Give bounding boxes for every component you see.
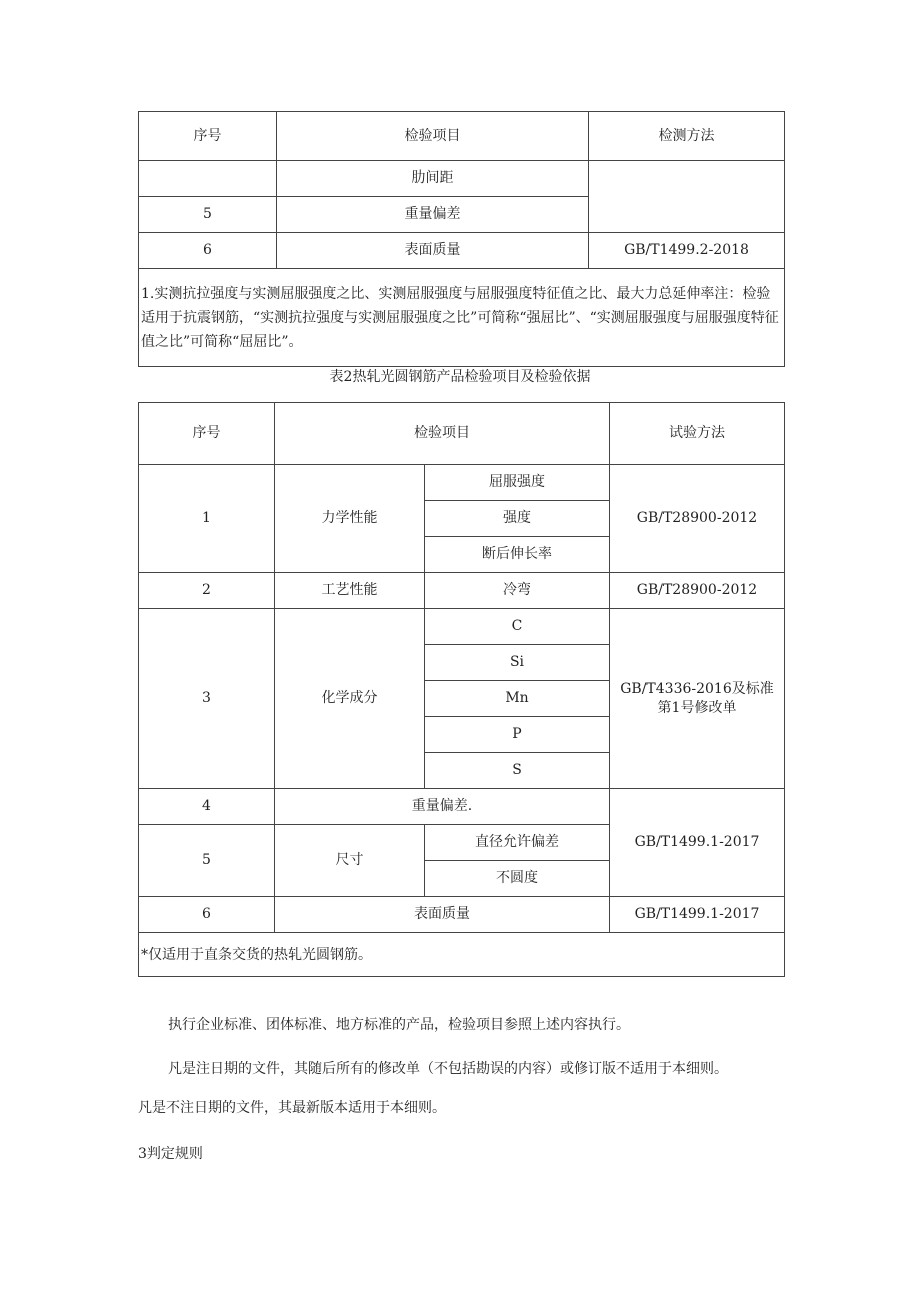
- row-number: 4: [139, 789, 275, 825]
- row-item: 表面质量: [275, 897, 610, 933]
- row-sub-item: 不圆度: [425, 861, 610, 897]
- row-sub-item: 强度: [425, 501, 610, 537]
- row-category: 工艺性能: [275, 573, 425, 609]
- header-cell: 检验项目: [275, 403, 610, 465]
- table-row: [139, 609, 785, 645]
- table-row: [139, 465, 785, 501]
- row-sub-item: P: [425, 717, 610, 753]
- row-sub-item: 直径允许偏差: [425, 825, 610, 861]
- table-1: [138, 111, 785, 367]
- row-method: GB/T1499.1-2017: [610, 789, 785, 897]
- table-row: [139, 161, 785, 197]
- row-item: 重量偏差.: [275, 789, 610, 825]
- row-category: 化学成分: [275, 609, 425, 789]
- table-2-note: *仅适用于直条交货的热轧光圆钢筋。: [139, 933, 785, 977]
- row-number: 2: [139, 573, 275, 609]
- header-cell: 序号: [139, 403, 275, 465]
- row-method: [589, 161, 785, 233]
- row-sub-item: Mn: [425, 681, 610, 717]
- table-row: [139, 233, 785, 269]
- row-sub-item: 断后伸长率: [425, 537, 610, 573]
- row-item: 肋间距: [277, 161, 589, 197]
- table-row: [139, 897, 785, 933]
- row-category: 力学性能: [275, 465, 425, 573]
- row-sub-item: C: [425, 609, 610, 645]
- row-number: 1: [139, 465, 275, 573]
- row-item: 重量偏差: [277, 197, 589, 233]
- paragraph-1: 执行企业标准、团体标准、地方标准的产品，检验项目参照上述内容执行。: [168, 1017, 630, 1033]
- row-sub-item: 屈服强度: [425, 465, 610, 501]
- paragraph-2: 凡是注日期的文件，其随后所有的修改单（不包括勘误的内容）或修订版不适用于本细则。: [168, 1061, 728, 1077]
- row-sub-item: S: [425, 753, 610, 789]
- table-row: [139, 789, 785, 825]
- row-method: GB/T28900-2012: [610, 573, 785, 609]
- table-2-caption: 表2热轧光圆钢筋产品检验项目及检验依据: [329, 369, 591, 385]
- header-cell: 检验项目: [277, 112, 589, 161]
- row-item: 表面质量: [277, 233, 589, 269]
- table-note-row: [139, 269, 785, 367]
- row-number: 3: [139, 609, 275, 789]
- row-number: 6: [139, 233, 277, 269]
- row-number: 5: [139, 825, 275, 897]
- row-category: 尺寸: [275, 825, 425, 897]
- row-sub-item: 冷弯: [425, 573, 610, 609]
- table-2: [138, 402, 785, 977]
- row-method: GB/T28900-2012: [610, 465, 785, 573]
- row-number: [139, 161, 277, 197]
- table-1-note: 1.实测抗拉强度与实测屈服强度之比、实测屈服强度与屈服强度特征值之比、最大力总延伸率注：检验适用于抗震钢筋，“实测抗拉强度与实测屈服强度之比”可简称“强屈比”、“实测屈服强度与屈服强度特征值之比”可简称“屈屈比”。: [139, 269, 785, 367]
- row-method: GB/T1499.2-2018: [589, 233, 785, 269]
- header-cell: 检测方法: [589, 112, 785, 161]
- table-1-header-row: [139, 112, 785, 161]
- header-cell: 试验方法: [610, 403, 785, 465]
- table-row: [139, 573, 785, 609]
- row-sub-item: Si: [425, 645, 610, 681]
- paragraph-3: 凡是不注日期的文件，其最新版本适用于本细则。: [138, 1100, 446, 1116]
- header-cell: 序号: [139, 112, 277, 161]
- section-heading: 3判定规则: [138, 1146, 203, 1162]
- table-2-header-row: [139, 403, 785, 465]
- row-number: 5: [139, 197, 277, 233]
- row-method: GB/T4336-2016及标准第1号修改单: [610, 609, 785, 789]
- table-note-row: [139, 933, 785, 977]
- row-number: 6: [139, 897, 275, 933]
- row-method: GB/T1499.1-2017: [610, 897, 785, 933]
